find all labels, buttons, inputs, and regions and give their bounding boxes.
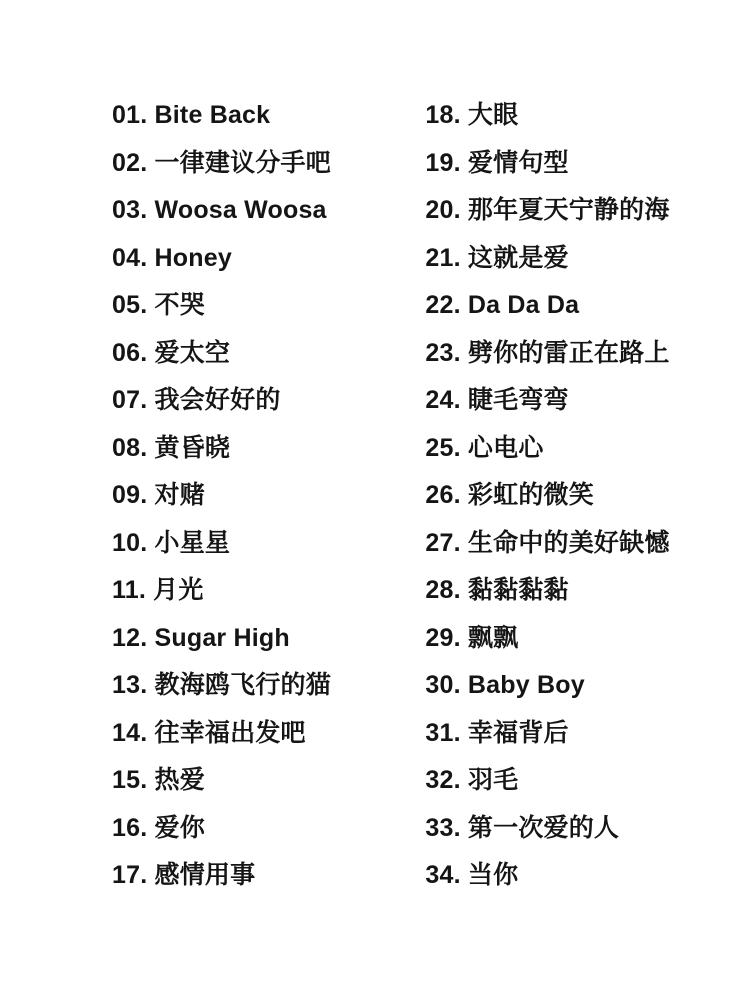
list-item xyxy=(112,282,387,330)
list-item-number: 22. xyxy=(425,291,461,319)
list-item-title: 心电心 xyxy=(467,433,544,462)
list-item-number: 21. xyxy=(425,243,461,272)
list-item-number: 27. xyxy=(425,528,461,557)
list-item xyxy=(112,92,387,140)
list-item-number: 17. xyxy=(112,861,148,889)
list-item-title: 月光 xyxy=(153,576,204,604)
list-item xyxy=(112,140,387,188)
list-item xyxy=(112,235,387,283)
list-item-title: 黏黏黏黏 xyxy=(467,576,569,604)
list-item-number: 01. xyxy=(112,101,148,129)
list-item xyxy=(425,92,710,140)
list-item xyxy=(425,662,710,710)
list-item-title: 第一次爱的人 xyxy=(467,813,620,842)
list-item xyxy=(112,805,387,853)
list-item xyxy=(425,757,710,805)
list-item-number: 23. xyxy=(425,338,461,367)
list-item-number: 32. xyxy=(425,766,461,794)
list-item xyxy=(112,852,387,900)
list-item-title: Honey xyxy=(154,243,232,272)
list-item xyxy=(425,282,710,330)
list-item-title: 对赌 xyxy=(154,481,205,509)
list-item-number: 14. xyxy=(112,718,148,747)
right-column xyxy=(425,92,710,900)
list-item xyxy=(425,852,710,900)
list-item-title: 劈你的雷正在路上 xyxy=(467,338,670,367)
list-item-title: 小星星 xyxy=(154,528,231,557)
list-item xyxy=(425,187,710,235)
list-item-number: 34. xyxy=(425,861,461,889)
list-item-title: 我会好好的 xyxy=(154,386,281,414)
list-item-number: 12. xyxy=(112,623,148,652)
list-item xyxy=(425,377,710,425)
list-item-number: 08. xyxy=(112,433,148,462)
list-item-title: Da Da Da xyxy=(467,291,580,319)
list-item-title: Baby Boy xyxy=(467,671,585,699)
list-item-number: 09. xyxy=(112,481,148,509)
list-item-title: Woosa Woosa xyxy=(154,196,327,224)
list-item-title: Sugar High xyxy=(154,623,290,652)
list-item-number: 15. xyxy=(112,766,148,794)
list-item-title: 大眼 xyxy=(467,101,519,129)
list-item xyxy=(112,567,387,615)
list-item-title: 幸福背后 xyxy=(467,718,569,747)
list-item-number: 25. xyxy=(425,433,461,462)
list-item xyxy=(425,710,710,758)
list-item-number: 30. xyxy=(425,671,461,699)
list-item xyxy=(112,425,387,473)
list-item xyxy=(112,662,387,710)
list-item xyxy=(112,377,387,425)
list-item-number: 24. xyxy=(425,386,461,414)
list-item-title: 飘飘 xyxy=(467,623,519,652)
list-item-title: 爱太空 xyxy=(154,338,231,367)
list-item-title: 生命中的美好缺憾 xyxy=(467,528,670,557)
list-item xyxy=(425,235,710,283)
list-item-number: 28. xyxy=(425,576,461,604)
list-item xyxy=(425,805,710,853)
list-item-title: Bite Back xyxy=(154,101,271,129)
list-item xyxy=(112,187,387,235)
list-item-title: 彩虹的微笑 xyxy=(467,481,594,509)
list-item-number: 06. xyxy=(112,338,148,367)
list-item-number: 19. xyxy=(425,148,461,177)
left-column xyxy=(112,92,387,900)
list-item-number: 11. xyxy=(112,576,146,604)
list-item-title: 教海鸥飞行的猫 xyxy=(154,671,331,699)
list-item xyxy=(425,330,710,378)
list-item xyxy=(112,615,387,663)
list-item-title: 这就是爱 xyxy=(467,243,569,272)
list-item-title: 当你 xyxy=(467,861,519,889)
list-item xyxy=(112,710,387,758)
list-item-number: 02. xyxy=(112,148,148,177)
list-item-number: 18. xyxy=(425,101,461,129)
list-item xyxy=(425,520,710,568)
list-item xyxy=(112,520,387,568)
list-item-title: 睫毛弯弯 xyxy=(467,386,569,414)
list-item-title: 羽毛 xyxy=(467,766,519,794)
list-item xyxy=(425,140,710,188)
list-item xyxy=(112,472,387,520)
list-item-number: 31. xyxy=(425,718,461,747)
list-item-title: 往幸福出发吧 xyxy=(154,718,306,747)
list-item-title: 一律建议分手吧 xyxy=(154,148,331,177)
list-item-title: 爱情句型 xyxy=(467,148,569,177)
list-item-number: 29. xyxy=(425,623,461,652)
list-item-title: 不哭 xyxy=(154,291,205,319)
list-item-title: 黄昏晓 xyxy=(154,433,231,462)
list-item-title: 那年夏天宁静的海 xyxy=(467,196,670,224)
list-item-title: 热爱 xyxy=(154,766,205,794)
list-item-title: 感情用事 xyxy=(154,861,256,889)
list-item-title: 爱你 xyxy=(154,813,205,842)
list-item-number: 20. xyxy=(425,196,461,224)
list-item-number: 16. xyxy=(112,813,148,842)
list-item xyxy=(112,757,387,805)
list-item xyxy=(112,330,387,378)
list-item-number: 13. xyxy=(112,671,148,699)
list-item xyxy=(425,567,710,615)
list-item-number: 05. xyxy=(112,291,148,319)
list-item-number: 04. xyxy=(112,243,148,272)
list-item-number: 03. xyxy=(112,196,148,224)
list-item xyxy=(425,425,710,473)
list-item-number: 10. xyxy=(112,528,148,557)
list-item-number: 26. xyxy=(425,481,461,509)
list-item xyxy=(425,615,710,663)
list-item xyxy=(425,472,710,520)
list-item-number: 33. xyxy=(425,813,461,842)
list-item-number: 07. xyxy=(112,386,148,414)
